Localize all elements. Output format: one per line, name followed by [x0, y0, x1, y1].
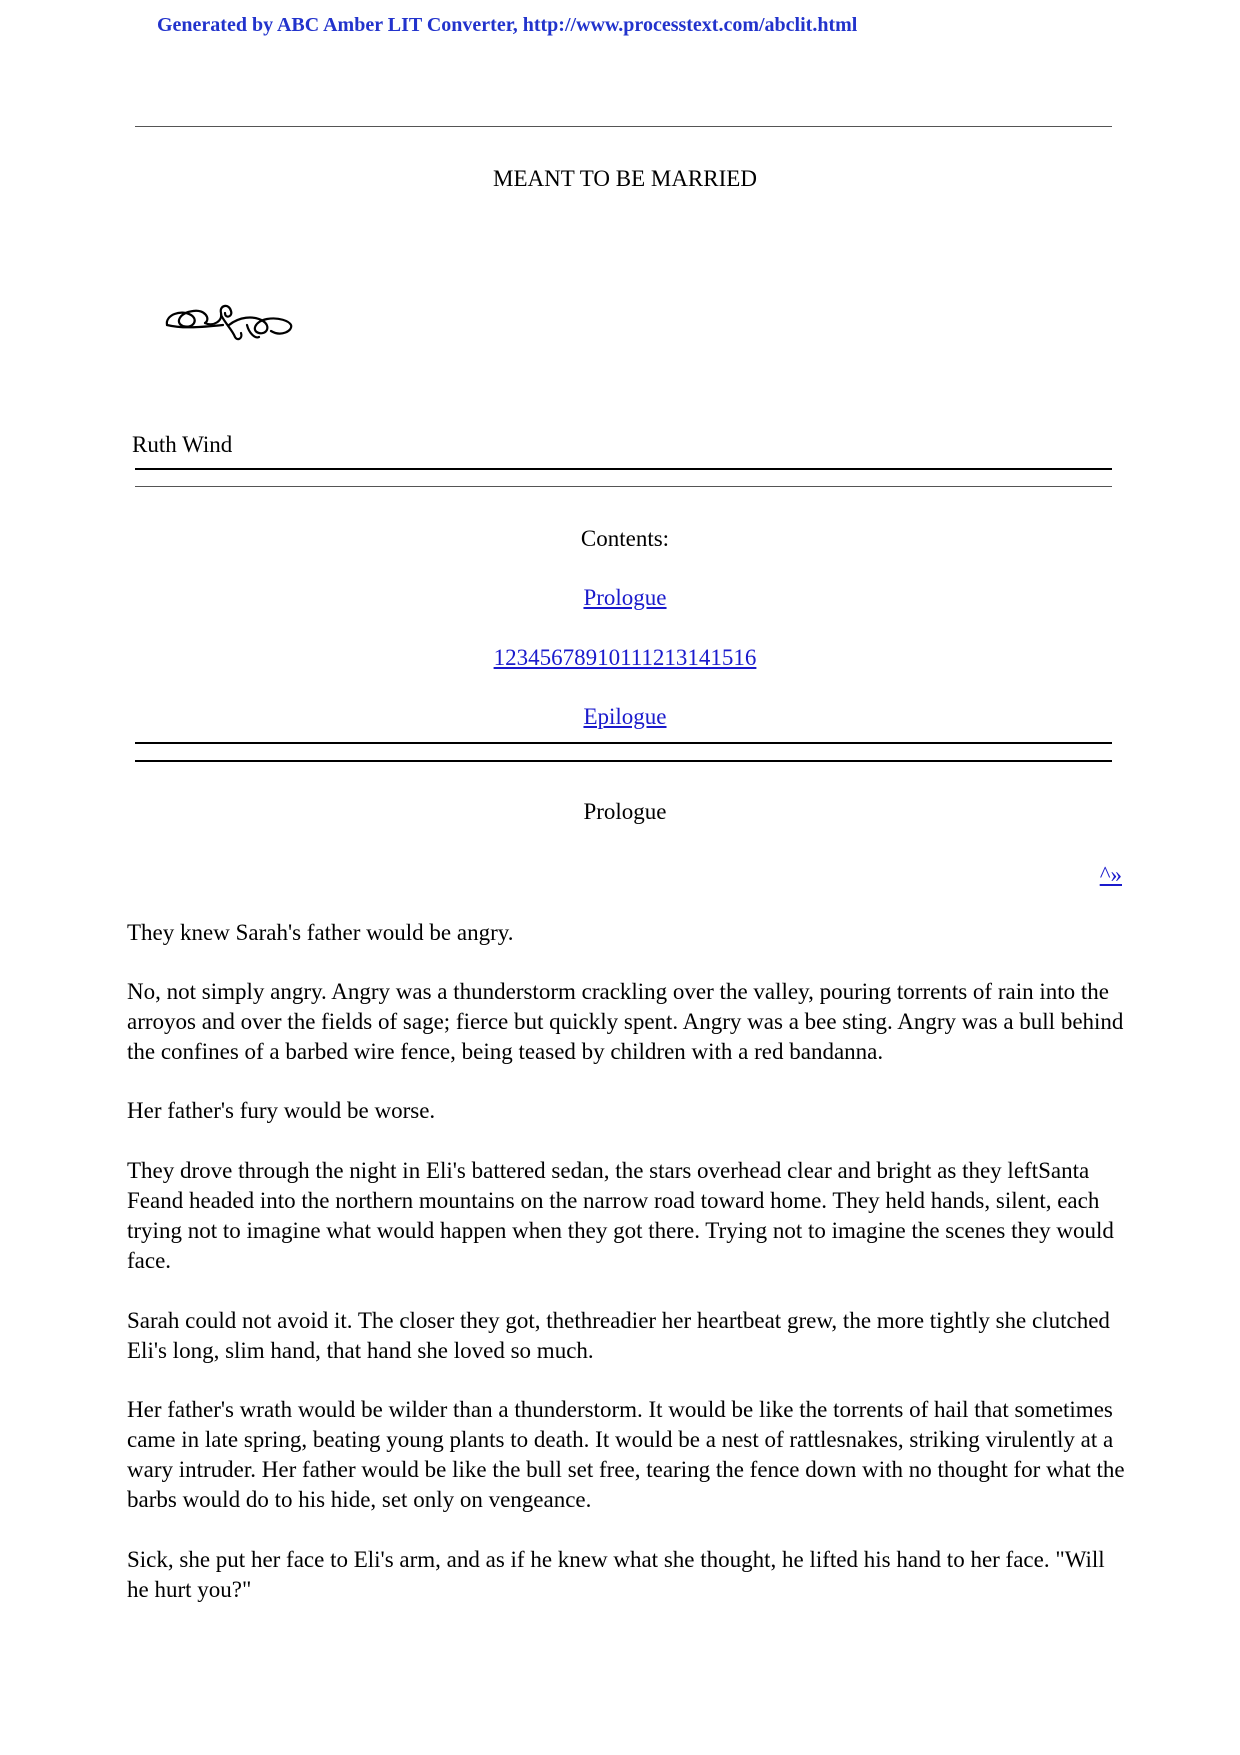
paragraph: They knew Sarah's father would be angry. — [127, 920, 514, 945]
ornament-flourish-icon — [163, 293, 298, 343]
divider — [135, 468, 1112, 470]
divider — [135, 742, 1112, 744]
divider — [135, 760, 1112, 762]
contents-heading: Contents: — [580, 526, 670, 551]
toc-epilogue-row — [0, 704, 1240, 730]
toc-prologue-row — [0, 585, 1240, 611]
toc-chapters-row — [0, 645, 1240, 671]
section-title: Prologue — [583, 799, 667, 824]
back-to-top-link[interactable]: ^» — [1099, 862, 1122, 887]
book-author: Ruth Wind — [132, 432, 233, 457]
paragraph: Sick, she put her face to Eli's arm, and as if he knew what she thought, he lifted his hand to her face. "Will he hurt you?" — [127, 1547, 1105, 1602]
paragraph: Her father's fury would be worse. — [127, 1098, 436, 1123]
book-title: MEANT TO BE MARRIED — [493, 166, 757, 191]
paragraph: Her father's wrath would be wilder than a thunderstorm. It would be like the torrents of hail that sometimes came in late spring, beating young plants to death. It would be a nest of rattlesnakes, striking virulently at a wary intruder. Her father would be like the bull set free, tearing the fence down with no thought for what the barbs would do to his hide, set only on vengeance. — [127, 1397, 1125, 1512]
divider — [135, 126, 1112, 127]
paragraph: Sarah could not avoid it. The closer they got, thethreadier her heartbeat grew, the more tightly she clutched Eli's long, slim hand, that hand she loved so much. — [127, 1308, 1110, 1363]
divider — [135, 486, 1112, 487]
toc-chapters-link[interactable]: 12345678910111213141516 — [493, 645, 757, 670]
paragraph: They drove through the night in Eli's battered sedan, the stars overhead clear and bright as they leftSanta Feand headed into the northern mountains on the narrow road toward home. They held hands, silent, each trying not to imagine what would happen when they got there. Trying not to imagine the scenes they would face. — [127, 1158, 1114, 1273]
toc-epilogue-link[interactable]: Epilogue — [583, 704, 667, 729]
converter-banner-link[interactable]: Generated by ABC Amber LIT Converter, http://www.processtext.com/abclit.html — [157, 14, 858, 36]
paragraph: No, not simply angry. Angry was a thunderstorm crackling over the valley, pouring torrents of rain into the arroyos and over the fields of sage; fierce but quickly spent. Angry was a bee sting. Angry was a bull behind the confines of a barbed wire fence, being teased by children with a red bandanna. — [127, 979, 1124, 1064]
toc-prologue-link[interactable]: Prologue — [583, 585, 667, 610]
